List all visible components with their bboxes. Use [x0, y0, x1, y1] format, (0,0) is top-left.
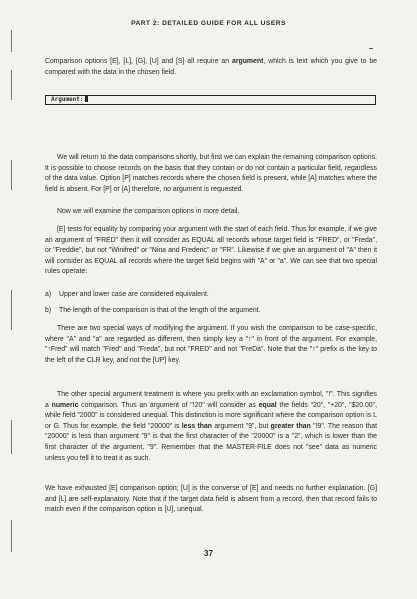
margin-mark — [11, 520, 12, 552]
paragraph-numeric: The other special argument treatment is where you prefix with an exclamation symbol, "!". This signifies a numeric comparison. Thus an argument of "!20" will consider as equal the fields "20", "+20", "$20.00", while field "2000" is considered unequal. This distinction is more significant where the comparison option is L or G. Thus for example, the field "20000" is less than argument "9", but greater than "!9". The reason that "20000" is less than argument "9" is that the first character of the "20000" is a "2", which is lower than the first character of the argument, "9". Remember that the MASTER-FILE does not "see" data as numeric unless you tell it to treat it as such. — [45, 391, 378, 462]
intro-paragraph: Comparison options [E], [L], [G], [U] and [S] all require an argument, which is text which you give to be compared with the data in the chosen field. — [45, 58, 377, 76]
paragraph-exhausted: We have exhausted [E] comparison option; [U] is the converse of [E] and needs no further explanation. [G] and [L] are self-explanatory. Note that if the target data field is absent from a record, then that record fails to match even if the comparison option is [U], unequal. — [45, 485, 377, 514]
margin-mark — [11, 420, 12, 454]
running-header: PART 2: DETAILED GUIDE FOR ALL USERS — [131, 20, 286, 27]
text-cursor — [85, 96, 88, 102]
paragraph-options: We will return to the data comparisons shortly, but first we can explain the remaining comparison options. It is possible to choose records on the basis that they contain or do not contain a particular field, regardless of the data value. Option [P] matches records where the chosen field is present, while [A] matches where the field is absent. For [P] or [A] therefore, no argument is requested. — [45, 154, 377, 193]
margin-mark — [11, 30, 12, 52]
margin-mark — [11, 290, 12, 330]
argument-prompt-label: Argument: — [51, 96, 84, 103]
argument-prompt-box — [45, 95, 376, 105]
paragraph-examine: Now we will examine the comparison options in more detail. — [57, 208, 240, 215]
page-number: 37 — [204, 549, 213, 558]
paragraph-case: There are two special ways of modifying the argument. If you wish the comparison to be case-specific, where "A" and "a" are regarded as different, then simply key a "↑" in front of the argument. For example, "↑Fred" will match "Fred" and "Freda", but not "FRED" and not "FreDa". Note that the "↑" prefix is the key to the left of the CLR key, and not the [UP] key. — [45, 325, 377, 364]
margin-mark — [11, 160, 12, 190]
list-item: a) Upper and lower case are considered equivalent. — [45, 291, 209, 298]
list-item: b) The length of the comparison is that of the length of the argument. — [45, 307, 261, 314]
margin-mark — [11, 70, 12, 100]
paragraph-equality: [E] tests for equality by comparing your argument with the start of each field. Thus for example, if we give an argument of "FRED" then it will consider as EQUAL all records whose target field is "FRED", or "Freda", or "Freddie", but not "Winifred" or "Nina and Frederic" or "FR". Likewise if we give an argument of "A" then it will consider as EQUAL all records where the target field begins with "A" or "a". We can see that two special rules operate: — [45, 226, 377, 276]
dash-mark — [369, 48, 373, 49]
